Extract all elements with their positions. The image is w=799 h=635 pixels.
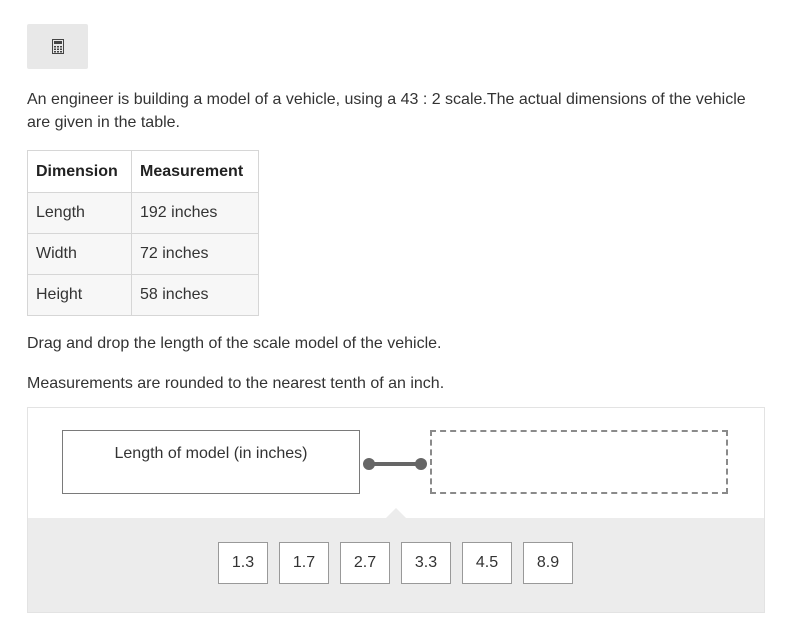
rounding-note: Measurements are rounded to the nearest tenth of an inch. bbox=[27, 375, 445, 392]
table-cell-measurement: 192 inches bbox=[132, 193, 259, 234]
option-chip[interactable]: 1.3 bbox=[218, 542, 268, 584]
target-label: Length of model (in inches) bbox=[114, 445, 308, 462]
tray-pointer bbox=[386, 508, 406, 518]
column-header-dimension: Dimension bbox=[28, 151, 132, 193]
table-header-row bbox=[28, 151, 259, 193]
option-chip[interactable]: 2.7 bbox=[340, 542, 390, 584]
table-cell-dimension: Height bbox=[28, 275, 132, 316]
table-cell-dimension: Width bbox=[28, 234, 132, 275]
drag-drop-panel bbox=[27, 407, 765, 613]
calculator-button[interactable] bbox=[27, 24, 88, 69]
dimensions-table bbox=[27, 150, 259, 316]
option-chips bbox=[218, 542, 573, 584]
drag-instruction: Drag and drop the length of the scale model of the vehicle. bbox=[27, 335, 442, 352]
table-cell-measurement: 58 inches bbox=[132, 275, 259, 316]
table-row bbox=[28, 234, 259, 275]
option-chip[interactable]: 3.3 bbox=[401, 542, 451, 584]
calculator-icon bbox=[52, 39, 64, 54]
question-prompt: An engineer is building a model of a vehicle, using a 43 : 2 scale.The actual dimensions of the vehicle are given in the table. bbox=[27, 91, 746, 131]
table-cell-measurement: 72 inches bbox=[132, 234, 259, 275]
column-header-measurement: Measurement bbox=[132, 151, 259, 193]
answer-drop-zone[interactable] bbox=[430, 430, 728, 494]
connector-icon bbox=[362, 457, 428, 471]
table-row bbox=[28, 275, 259, 316]
option-chip[interactable]: 4.5 bbox=[462, 542, 512, 584]
table-row bbox=[28, 193, 259, 234]
options-tray bbox=[28, 518, 764, 612]
option-chip[interactable]: 1.7 bbox=[279, 542, 329, 584]
table-cell-dimension: Length bbox=[28, 193, 132, 234]
target-label-box bbox=[62, 430, 360, 494]
option-chip[interactable]: 8.9 bbox=[523, 542, 573, 584]
